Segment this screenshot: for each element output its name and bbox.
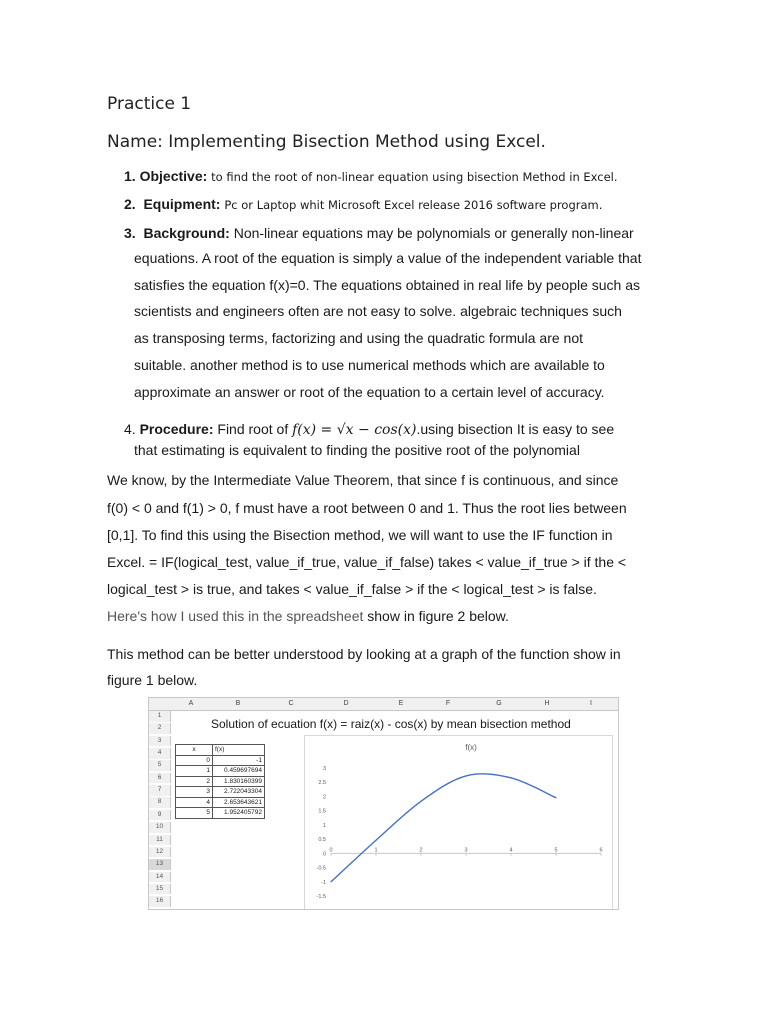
table-row xyxy=(176,755,265,766)
name-title: Name: Implementing Bisection Method using Excel. xyxy=(107,132,546,152)
ivt-line: f(0) < 0 and f(1) > 0, f must have a root between 0 and 1. Thus the root lies between xyxy=(107,500,627,516)
procedure-label: Procedure: xyxy=(139,421,214,437)
data-point xyxy=(330,881,331,882)
background-line: approximate an answer or root of the equation to a certain level of accuracy. xyxy=(134,384,605,400)
background-line: suitable. another method is to use numerical methods which are available to xyxy=(134,357,605,373)
data-point xyxy=(465,775,466,776)
row-header: 9 xyxy=(149,810,171,821)
col-header: G xyxy=(468,698,530,711)
equipment-item xyxy=(124,196,602,212)
row-header: 14 xyxy=(149,872,171,883)
data-point xyxy=(510,777,511,778)
y-tick-label: 0.5 xyxy=(318,837,326,844)
table-row xyxy=(176,797,265,808)
table-cell-fx: 0.459697694 xyxy=(213,766,265,777)
objective-text: to find the root of non-linear equation using bisection Method in Excel. xyxy=(211,170,618,184)
data-point xyxy=(375,840,376,841)
col-header: I xyxy=(564,698,618,711)
ivt-line: [0,1]. To find this using the Bisection method, we will want to use the IF function in xyxy=(107,527,613,543)
practice-title: Practice 1 xyxy=(107,94,192,114)
objective-item xyxy=(124,168,618,184)
table-cell-x: 5 xyxy=(176,808,213,819)
background-first-line: Non-linear equations may be polynomials or generally non-linear xyxy=(233,225,634,241)
y-tick-label: -0.5 xyxy=(316,865,326,872)
y-tick-label: 3 xyxy=(322,766,326,772)
y-tick-label: -1.5 xyxy=(316,894,326,900)
data-table xyxy=(175,744,265,819)
ivt-line: We know, by the Intermediate Value Theorem, that since f is continuous, and since xyxy=(107,472,619,488)
data-point xyxy=(555,797,556,798)
howto-rest: show in figure 2 below. xyxy=(363,608,509,624)
objective-label: Objective: xyxy=(139,168,208,184)
series-line xyxy=(331,774,556,882)
table-cell-fx: 2.722043304 xyxy=(213,787,265,798)
row-header: 4 xyxy=(149,748,171,759)
equipment-label: Equipment: xyxy=(143,196,221,212)
objective-num: 1. xyxy=(124,168,136,184)
table-cell-x: 3 xyxy=(176,787,213,798)
equipment-text: Pc or Laptop whit Microsoft Excel release 2016 software program. xyxy=(224,198,603,212)
ivt-line: logical_test > is true, and takes < value_if_false > if the < logical_test > is false. xyxy=(107,581,597,597)
row-header: 7 xyxy=(149,785,171,796)
row-header: 2 xyxy=(149,723,171,734)
col-header: B xyxy=(212,698,264,711)
method-line: This method can be better understood by looking at a graph of the function show in xyxy=(107,646,621,662)
col-header: H xyxy=(530,698,564,711)
table-cell-fx: -1 xyxy=(213,755,265,766)
y-tick-label: 0 xyxy=(322,851,326,858)
table-row xyxy=(176,776,265,787)
row-header: 10 xyxy=(149,822,171,833)
row-header: 5 xyxy=(149,760,171,771)
x-tick-label: 6 xyxy=(599,847,603,854)
row-header: 13 xyxy=(149,859,171,870)
procedure-pre: Find root of xyxy=(217,421,289,437)
excel-screenshot xyxy=(148,697,619,910)
procedure-item xyxy=(124,421,614,438)
table-cell-x: 2 xyxy=(176,776,213,787)
procedure-formula: f(x) = √x − cos(x) xyxy=(292,422,417,438)
table-row xyxy=(176,766,265,777)
y-tick-label: 1.5 xyxy=(318,808,326,815)
table-header-x: x xyxy=(176,745,213,756)
x-tick-label: 3 xyxy=(464,847,468,854)
table-cell-fx: 1.830160399 xyxy=(213,776,265,787)
howto-line xyxy=(107,608,509,624)
row-header: 15 xyxy=(149,884,171,895)
method-line: figure 1 below. xyxy=(107,672,198,688)
col-header: E xyxy=(374,698,428,711)
row-header: 6 xyxy=(149,773,171,784)
background-item xyxy=(124,225,634,241)
row-header: 11 xyxy=(149,835,171,846)
col-header: A xyxy=(170,698,212,711)
x-tick-label: 0 xyxy=(329,847,333,854)
col-header: D xyxy=(318,698,374,711)
col-header: F xyxy=(428,698,468,711)
table-cell-fx: 1.952405792 xyxy=(213,808,265,819)
excel-title: Solution of ecuation f(x) = raiz(x) - cos(x) by mean bisection method xyxy=(211,717,571,731)
table-cell-x: 1 xyxy=(176,766,213,777)
row-header: 3 xyxy=(149,736,171,747)
table-cell-x: 0 xyxy=(176,755,213,766)
table-cell-fx: 2.653643621 xyxy=(213,797,265,808)
y-tick-label: 1 xyxy=(322,822,326,829)
x-tick-label: 4 xyxy=(509,847,513,854)
y-tick-label: 2.5 xyxy=(318,780,326,787)
procedure-post: .using bisection It is easy to see xyxy=(416,421,615,437)
background-line: scientists and engineers often are not easy to solve. algebraic techniques such xyxy=(134,303,622,319)
background-num: 3. xyxy=(124,225,136,241)
col-header: C xyxy=(264,698,318,711)
ivt-line: Excel. = IF(logical_test, value_if_true, value_if_false) takes < value_if_true > if the < xyxy=(107,554,627,570)
x-tick-label: 1 xyxy=(374,847,378,854)
table-row xyxy=(176,787,265,798)
table-cell-x: 4 xyxy=(176,797,213,808)
equipment-num: 2. xyxy=(124,196,136,212)
table-row xyxy=(176,808,265,819)
data-point xyxy=(420,801,421,802)
procedure-line2: that estimating is equivalent to finding the positive root of the polynomial xyxy=(134,442,580,458)
x-tick-label: 5 xyxy=(554,847,558,854)
procedure-num: 4. xyxy=(124,421,136,437)
background-line: as transposing terms, factorizing and using the quadratic formula are not xyxy=(134,330,584,346)
background-label: Background: xyxy=(143,225,230,241)
corner-cell xyxy=(149,698,170,711)
background-line: satisfies the equation f(x)=0. The equations obtained in real life by people such as xyxy=(134,277,641,293)
row-header: 1 xyxy=(149,711,171,722)
y-tick-label: 2 xyxy=(322,794,326,801)
background-line: equations. A root of the equation is simply a value of the independent variable that xyxy=(134,250,642,266)
row-header: 16 xyxy=(149,896,171,907)
line-chart xyxy=(305,736,612,909)
table-header-fx: f(x) xyxy=(213,745,265,756)
x-tick-label: 2 xyxy=(419,847,423,854)
row-header: 12 xyxy=(149,847,171,858)
chart-title: f(x) xyxy=(465,743,477,752)
howto-grey: Here's how I used this in the spreadsheet xyxy=(107,608,364,624)
chart-area[interactable] xyxy=(304,735,613,910)
row-header: 8 xyxy=(149,797,171,808)
y-tick-label: -1 xyxy=(321,879,326,886)
